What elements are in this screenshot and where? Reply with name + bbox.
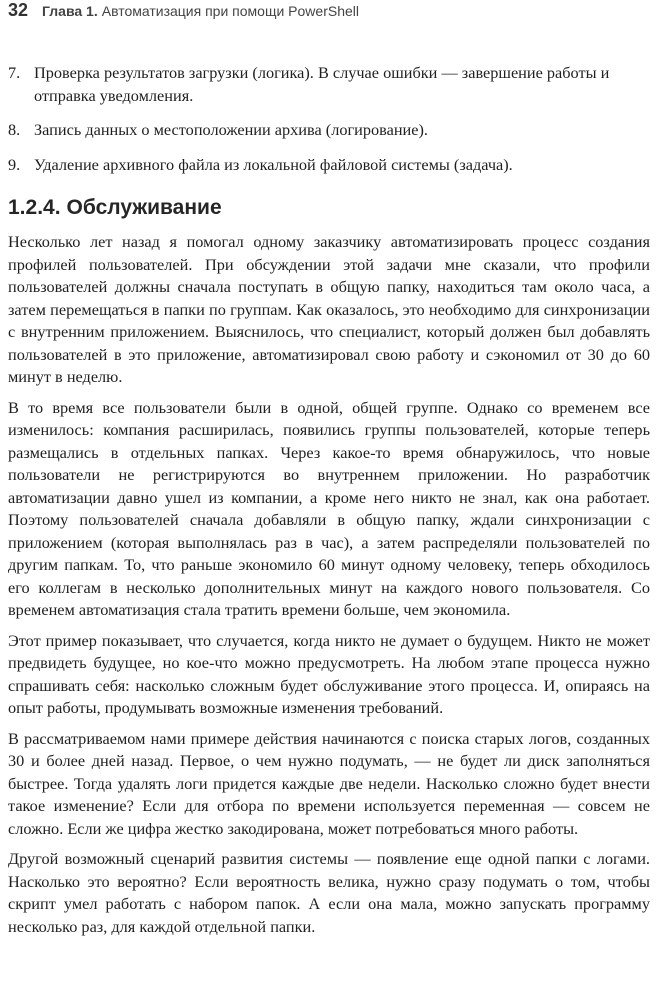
chapter-title: Автоматизация при помощи PowerShell	[101, 3, 359, 19]
list-item-text: Удаление архивного файла из локальной файловой системы (задача).	[34, 154, 513, 174]
list-item-number: 8.	[8, 120, 21, 139]
numbered-list	[8, 62, 650, 188]
list-item-number: 9.	[8, 154, 21, 174]
list-item	[8, 62, 650, 107]
list-item	[8, 154, 650, 177]
page-number: 32	[8, 0, 29, 20]
paragraph: Другой возможный сценарий развития системы — появление еще одной папки с логами. Насколько это вероятно? Если вероятность велика, нужно сразу подумать о том, чтобы скрипт умел работать с набором папок. А если она мала, можно запускать программу несколько раз, для каждой отдельной папки.	[8, 849, 650, 936]
paragraph: Этот пример показывает, что случается, когда никто не думает о будущем. Никто не может предвидеть будущее, но кое-что можно предусмотреть. На любом этапе процесса нужно спрашивать себя: насколько сложным будет обслуживание этого процесса. И, опираясь на опыт работы, продумывать возможные изменения требований.	[8, 630, 650, 717]
section-number: 1.2.4.	[8, 196, 61, 219]
running-header	[8, 0, 359, 24]
list-item	[8, 119, 650, 142]
section-heading	[8, 196, 222, 220]
list-item-text: Проверка результатов загрузки (логика). В случае ошибки — завершение работы и отправка уведомления.	[34, 63, 610, 105]
section-title: Обслуживание	[66, 196, 222, 219]
list-item-number: 7.	[8, 63, 21, 82]
section-body	[8, 231, 650, 946]
list-item-text: Запись данных о местоположении архива (логирование).	[34, 120, 428, 139]
paragraph: Несколько лет назад я помогал одному заказчику автоматизировать процесс создания профилей пользователей. При обсуждении этой задачи мне сказали, что профили пользователей должны сначала поступать в общую папку, находиться там около часа, а затем перемещаться в папки по группам. Как оказалось, это необходимо для синхронизации с внутренним приложением. Выяснилось, что специалист, который должен был добавлять пользователей в это приложение, автоматизировал свою работу и сэкономил от 30 до 60 минут в неделю.	[8, 232, 650, 386]
paragraph: В рассматриваемом нами примере действия начинаются с поиска старых логов, созданных 30 и более дней назад. Первое, о чем нужно подумать, — не будет ли диск заполняться быстрее. Тогда удалять логи придется каждые две недели. Насколько сложно будет внести такое изменение? Если для отбора по времени используется переменная — совсем не сложно. Если же цифра жестко закодирована, может потребоваться много работы.	[8, 728, 650, 838]
paragraph: В то время все пользователи были в одной, общей группе. Однако со временем все изменилось: компания расширилась, появились группы пользователей, которые теперь размещались в отдельных папках. Через какое-то время обнаружилось, что новые пользователи не регистрируются во внутреннем приложении. Но разработчик автоматизации давно ушел из компании, а кроме него никто не знал, как она работает. Поэтому пользователей сначала добавляли в общую папку, ждали синхронизации с приложением (которая выполнялась раз в час), а затем распределяли пользователей по другим папкам. То, что раньше экономило 60 минут одному человеку, теперь обходилось его коллегам в несколько дополнительных минут на каждого нового пользователя. Со временем автоматизация стала тратить времени больше, чем экономила.	[8, 397, 650, 619]
chapter-label: Глава 1.	[42, 3, 98, 19]
